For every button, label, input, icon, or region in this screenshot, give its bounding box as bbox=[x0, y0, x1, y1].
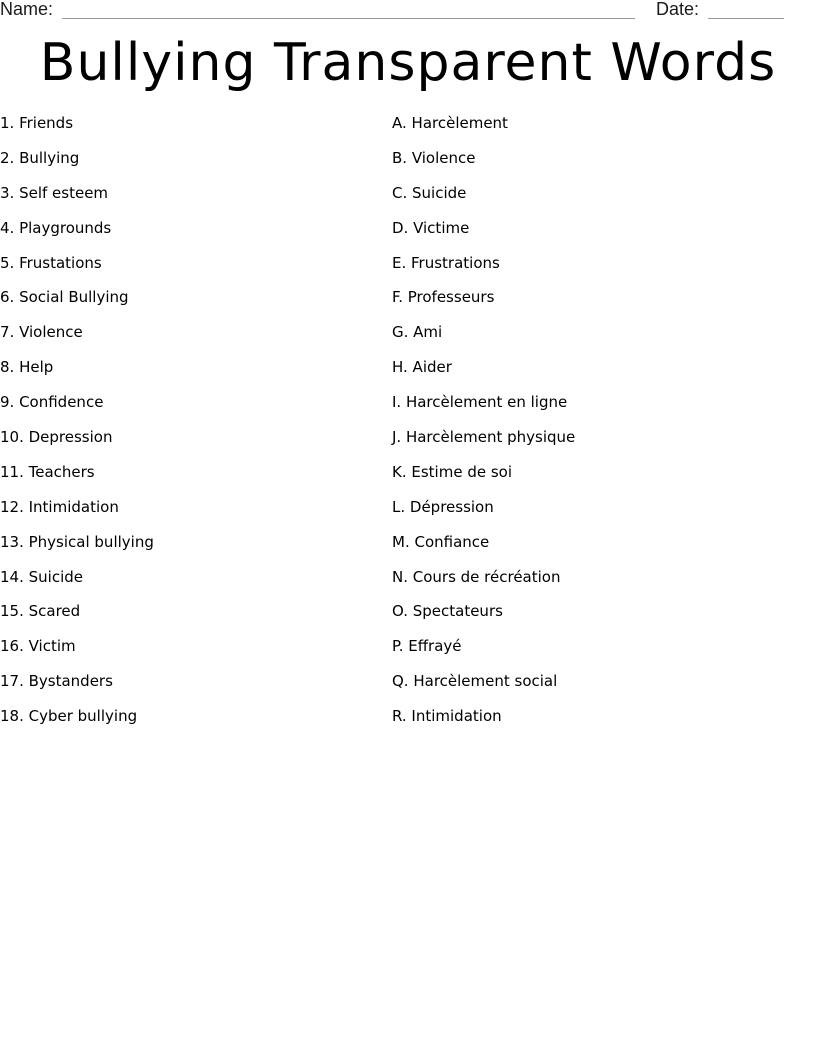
name-label: Name: bbox=[0, 0, 54, 19]
term-item: 1. Friends bbox=[0, 114, 74, 132]
definition-item: B. Violence bbox=[392, 148, 476, 167]
term-item: 14. Suicide bbox=[0, 567, 83, 586]
worksheet-header bbox=[0, 0, 816, 22]
definitions-list bbox=[392, 112, 792, 740]
definition-item: E. Frustrations bbox=[392, 253, 500, 272]
term-item: 7. Violence bbox=[0, 323, 83, 342]
definition-item: Q. Harcèlement social bbox=[392, 672, 558, 691]
definition-item: D. Victime bbox=[392, 218, 470, 237]
definition-item: H. Aider bbox=[392, 358, 452, 377]
term-item: 11. Teachers bbox=[0, 462, 95, 481]
definition-item: G. Ami bbox=[392, 323, 443, 342]
term-item: 2. Bullying bbox=[0, 148, 80, 167]
term-item: 4. Playgrounds bbox=[0, 218, 112, 237]
term-item: 12. Intimidation bbox=[0, 497, 119, 516]
definition-item: F. Professeurs bbox=[392, 288, 495, 307]
definition-item: R. Intimidation bbox=[392, 707, 502, 726]
name-blank-line bbox=[62, 18, 635, 19]
term-item: 10. Depression bbox=[0, 428, 113, 447]
term-item: 6. Social Bullying bbox=[0, 288, 129, 307]
term-item: 17. Bystanders bbox=[0, 672, 113, 691]
definition-item: O. Spectateurs bbox=[392, 602, 503, 621]
page-title: Bullying Transparent Words bbox=[39, 33, 777, 93]
definition-item: L. Dépression bbox=[392, 497, 494, 516]
definition-item: C. Suicide bbox=[392, 183, 467, 202]
term-item: 9. Confidence bbox=[0, 393, 104, 412]
definition-item: I. Harcèlement en ligne bbox=[392, 393, 568, 412]
terms-list bbox=[0, 112, 380, 740]
definition-item: P. Effrayé bbox=[392, 637, 462, 656]
term-item: 16. Victim bbox=[0, 637, 76, 656]
definition-item: A. Harcèlement bbox=[392, 114, 508, 132]
term-item: 18. Cyber bullying bbox=[0, 707, 138, 726]
date-label: Date: bbox=[656, 0, 700, 19]
definition-item: K. Estime de soi bbox=[392, 462, 512, 481]
term-item: 15. Scared bbox=[0, 602, 81, 621]
definition-item: N. Cours de récréation bbox=[392, 567, 561, 586]
definition-item: J. Harcèlement physique bbox=[392, 428, 576, 447]
date-blank-line bbox=[708, 18, 784, 19]
term-item: 13. Physical bullying bbox=[0, 532, 154, 551]
term-item: 8. Help bbox=[0, 358, 54, 377]
definition-item: M. Confiance bbox=[392, 532, 490, 551]
term-item: 5. Frustations bbox=[0, 253, 102, 272]
term-item: 3. Self esteem bbox=[0, 183, 109, 202]
